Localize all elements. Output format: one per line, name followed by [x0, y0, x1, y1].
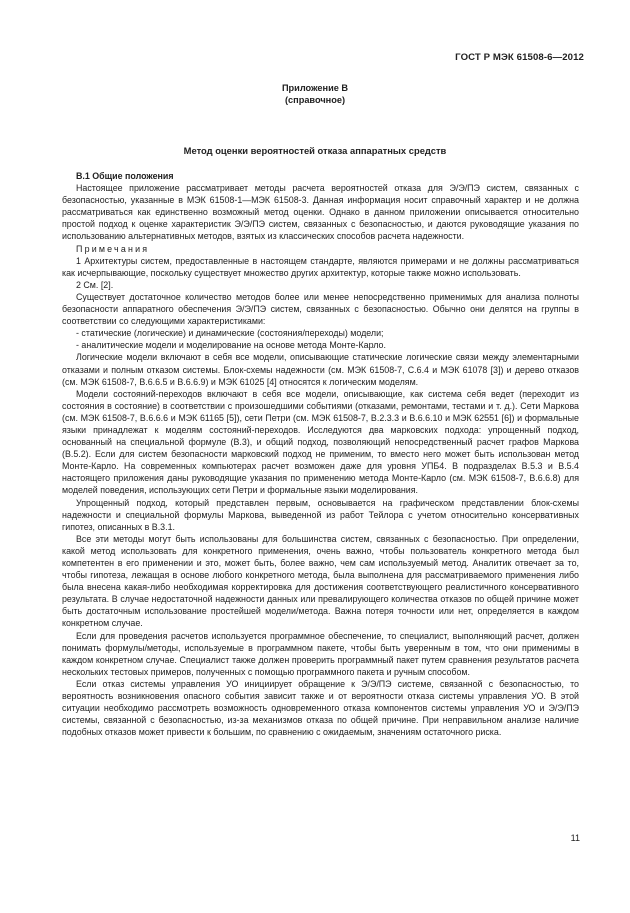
standard-header: ГОСТ Р МЭК 61508-6—2012 — [455, 52, 584, 63]
appendix-type: (справочное) — [284, 95, 345, 105]
note-2: 2 См. [2]. — [76, 279, 114, 290]
notes-heading: Примечания — [76, 243, 150, 254]
appendix-label: Приложение В — [281, 83, 349, 93]
appendix-title: Метод оценки вероятностей отказа аппаратных средств — [183, 145, 447, 156]
body-text — [62, 170, 579, 738]
paragraph-method-choice: Все эти методы могут быть использованы для большинства систем, связанных с безопасностью. При определении, какой метод использовать для конкретного применения, очень важно, чтобы пользователь конкретного метода был компетентен в его применении и это, может быть, более важно, чем сам используемый метод. Аналитик отвечает за то, чтобы гипотеза, лежащая в основе любого конкретного метода, была выполнена для рассматриваемого применения либо была внесена какая-либо необходимая корректировка для достижения соответствующего реалистичного консервативного результата. В случае недостаточной надежности данных или превалирующего количества отказов по общей причине может быть достаточным использование простейшей модели/метода. Важна потеря точности или нет, определяется в каждом конкретном случае. — [62, 533, 579, 629]
paragraph-software: Если для проведения расчетов используется программное обеспечение, то специалист, выполняющий расчет, должен понимать формулы/методы, используемые в программном пакете, чтобы быть уверенным в том, что они применимы в каждом конкретном случае. Специалист также должен проверить программный пакет путем сравнения результатов расчета нескольких тестовых примеров, полученных с помощью программного пакета и ручным способом. — [62, 630, 579, 677]
paragraph-logic-models: Логические модели включают в себя все модели, описывающие статические логические связи между элементарными отказами и полным отказом системы. Блок-схемы надежности (см. МЭК 61508-7, С.6.4 и МЭК 61078 [3]) и дерево отказов (см. МЭК 61508-7, В.6.6.5 и В.6.6.9) и МЭК 61025 [4] относятся к логическим моделям. — [62, 352, 579, 387]
page-number: 11 — [570, 833, 580, 843]
section-heading: В.1 Общие положения — [76, 171, 174, 181]
list-item-static-dynamic: - статические (логические) и динамические (состояния/переходы) модели; — [76, 328, 384, 339]
list-item-analytic-montecarlo: - аналитические модели и моделирование на основе метода Монте-Карло. — [76, 340, 386, 351]
paragraph-intro: Настоящее приложение рассматривает методы расчета вероятностей отказа для Э/Э/ПЭ систем, связанных с безопасностью, указанные в МЭК 61508-1—МЭК 61508-3. Данная информация носит справочный характер и не должна рассматриваться как единственно возможный метод оценки. Однако в данном приложении описывается относительно простой подход к оценке характеристик Э/Э/ПЭ систем, связанных с безопасностью, и даются руководящие указания по использованию альтернативных методов, взятых из классических способов расчета надежности. — [62, 183, 579, 242]
paragraph-simplified-approach: Упрощенный подход, который представлен первым, основывается на графическом представлении блок-схемы надежности и специальной формулы Маркова, выведенной из работ Тейлора с учетом относительно консервативных гипотез, описанных в В.3.1. — [62, 497, 579, 532]
note-1: 1 Архитектуры систем, предоставленные в настоящем стандарте, являются примерами и не должны рассматриваться как исчерпывающие, поскольку существует множество других архитектур, которые также можно использовать. — [62, 255, 579, 278]
paragraph-state-transition: Модели состояний-переходов включают в себя все модели, описывающие, как система себя ведет (переходит из состояния в состояние) в соответствии с произошедшими событиями (отказами, ремонтами, тестами и т. д.). Сети Маркова (см. МЭК 61508-7, В.6.6.6 и МЭК 61165 [5]), сети Петри (см. МЭК 61508-7, В.2.3.3 и В.6.6.10 и МЭК 62551 [6]) и формальные языки принадлежат к моделям состояний-переходов. Исследуются два марковских подхода: упрощенный подход, основанный на специальной формуле (В.3), и общий подход, позволяющий непосредственный расчет графов Маркова (В.5.2). Если для систем безопасности марковский подход не применим, то вместо него может быть использован метод Монте-Карло. На современных компьютерах расчет возможен даже для уровня УПБ4. В подразделах В.5.3 и В.5.4 настоящего приложения даны руководящие указания по применению метода Монте-Карло (см. МЭК 61508-7, В.6.6.8) для моделей поведения, использующих сети Петри и формальные языки моделирования. — [62, 388, 579, 496]
appendix-heading — [0, 82, 630, 106]
paragraph-methods: Существует достаточное количество методов более или менее непосредственно применимых для анализа полноты безопасности аппаратного обеспечения Э/Э/ПЭ систем, связанных с безопасностью. Обычно они делятся на группы в соответствии со следующими характеристиками: — [62, 291, 579, 327]
paragraph-common-cause: Если отказ системы управления УО инициирует обращение к Э/Э/ПЭ системе, связанной с безопасностью, то вероятность возникновения опасного события зависит также и от вероятности отказа системы управления УО. В этой ситуации необходимо рассмотреть возможность одновременного отказа компонентов системы управления УО и Э/Э/ПЭ системы, связанной с безопасностью, из-за механизмов отказа по общей причине. При неправильном анализе наличие подобных отказов может привести к большим, по сравнению с ожидаемым, значениям остаточного риска. — [62, 678, 579, 738]
